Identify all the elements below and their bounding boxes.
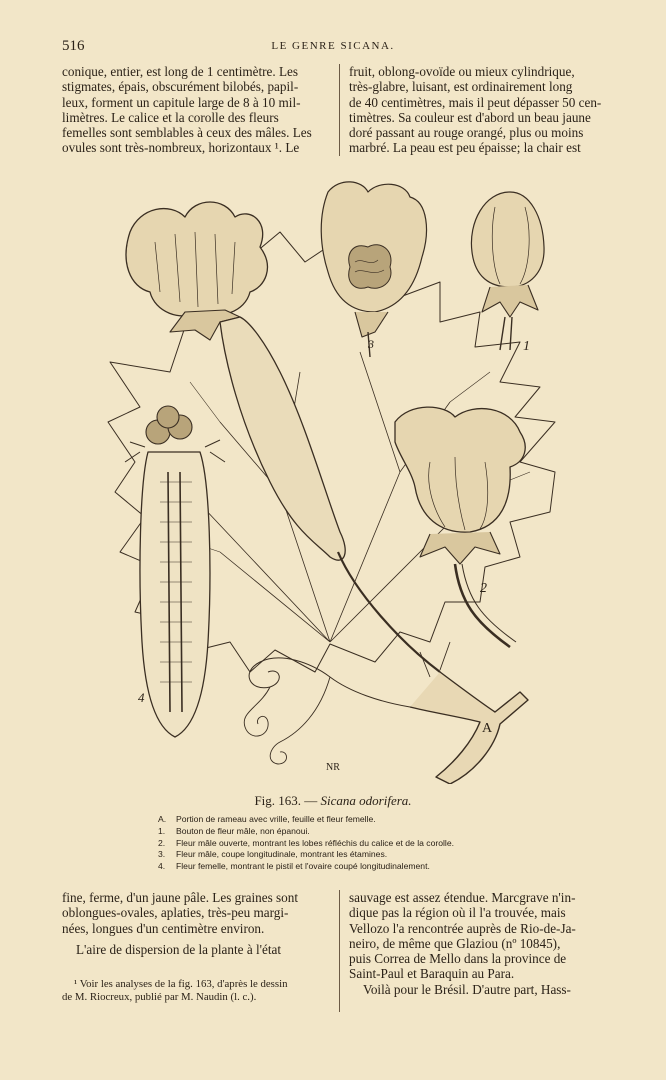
text-line: de 40 centimètres, mais il peut dépasser 50 cen- [349, 94, 602, 110]
text-line: fine, ferme, d'un jaune pâle. Les graines sont [62, 890, 299, 905]
text-line: oblongues-ovales, aplaties, très-peu margi- [62, 905, 289, 921]
text-line: leux, forment un capitule large de 8 à 10 mil- [62, 94, 301, 110]
legend-key: 2. [158, 837, 166, 848]
male-flower-section-3 [321, 182, 426, 357]
footnote [62, 978, 334, 1004]
figure-caption [0, 793, 666, 809]
text-line: Voilà pour le Brésil. D'autre part, Hass- [363, 981, 571, 997]
caption-prefix: Fig. 163. — [254, 793, 321, 808]
column-rule-top [339, 64, 340, 156]
text-line: sauvage est assez étendue. Marcgrave n'in- [349, 890, 576, 905]
legend-key: 1. [158, 825, 166, 836]
page-number: 516 [62, 38, 85, 54]
legend-item [158, 814, 454, 826]
text-line: doré passant au rouge orangé, plus ou moins [349, 125, 584, 141]
figure-label-3: 3 [368, 337, 374, 351]
text-line: dique pas la région où il l'a trouvée, mais [349, 905, 566, 921]
figure-label-2: 2 [480, 581, 487, 596]
text-line: Vellozo l'a rencontrée auprès de Rio-de-Ja- [349, 920, 576, 936]
caption-species: Sicana odorifera. [320, 793, 412, 808]
legend-item [158, 861, 454, 873]
legend-key: 4. [158, 861, 166, 872]
text-line: Saint-Paul et Baraquin au Para. [349, 966, 515, 982]
figure-legend [158, 814, 454, 873]
legend-text: Fleur mâle ouverte, montrant les lobes réfléchis du calice et de la corolle. [176, 837, 455, 848]
text-line: très-glabre, luisant, est ordinairement long [349, 79, 573, 95]
botanical-illustration [100, 172, 570, 784]
text-line: timètres. Sa couleur est d'abord un beau jaune [349, 109, 591, 125]
legend-text: Fleur mâle, coupe longitudinale, montrant les étamines. [176, 849, 388, 860]
legend-text: Fleur femelle, montrant le pistil et l'ovaire coupé longitudinalement. [176, 861, 430, 872]
footnote-line: de M. Riocreux, publié par M. Naudin (l. c.). [62, 991, 257, 1003]
top-left-column [62, 64, 332, 156]
text-line: femelles sont semblables à ceux des mâles. Les [62, 125, 312, 141]
text-line: marbré. La peau est peu épaisse; la chair est [349, 140, 581, 156]
legend-text: Bouton de fleur mâle, non épanoui. [176, 825, 310, 836]
male-bud-1 [471, 192, 544, 350]
text-line: fruit, oblong-ovoïde ou mieux cylindrique, [349, 64, 575, 79]
legend-text: Portion de rameau avec vrille, feuille et fleur femelle. [176, 814, 376, 824]
figure-label-4: 4 [138, 690, 145, 705]
top-right-column [349, 64, 615, 156]
bottom-right-column [349, 890, 615, 997]
column-rule-bottom [339, 890, 340, 1012]
text-line: conique, entier, est long de 1 centimètre. Les [62, 64, 299, 79]
footnote-line: ¹ Voir les analyses de la fig. 163, d'après le dessin [74, 978, 288, 990]
legend-key: A. [158, 814, 167, 824]
text-line: L'aire de dispersion de la plante à l'état [76, 941, 282, 957]
female-flower-section-4 [125, 406, 225, 737]
running-title: LE GENRE SICANA. [271, 40, 395, 52]
stem-and-tendril [244, 642, 528, 784]
legend-key: 3. [158, 849, 166, 860]
artist-monogram: NR [326, 762, 340, 773]
text-line: puis Correa de Mello dans la province de [349, 951, 567, 967]
figure-label-1: 1 [523, 339, 530, 354]
text-line: ovules sont très-nombreux, horizontaux ¹. Le [62, 140, 300, 156]
male-flower-open-2 [395, 407, 525, 647]
text-line: nées, longues d'un centimètre environ. [62, 920, 265, 936]
legend-item [158, 849, 454, 861]
bottom-left-column [62, 890, 332, 957]
legend-item [158, 838, 454, 850]
text-line: limètres. Le calice et la corolle des fleurs [62, 109, 279, 125]
text-line: neiro, de même que Glaziou (nº 10845), [349, 935, 561, 951]
text-line: stigmates, épais, obscurément bilobés, papil- [62, 79, 299, 95]
figure-label-A: A [482, 721, 493, 736]
legend-item [158, 826, 454, 838]
